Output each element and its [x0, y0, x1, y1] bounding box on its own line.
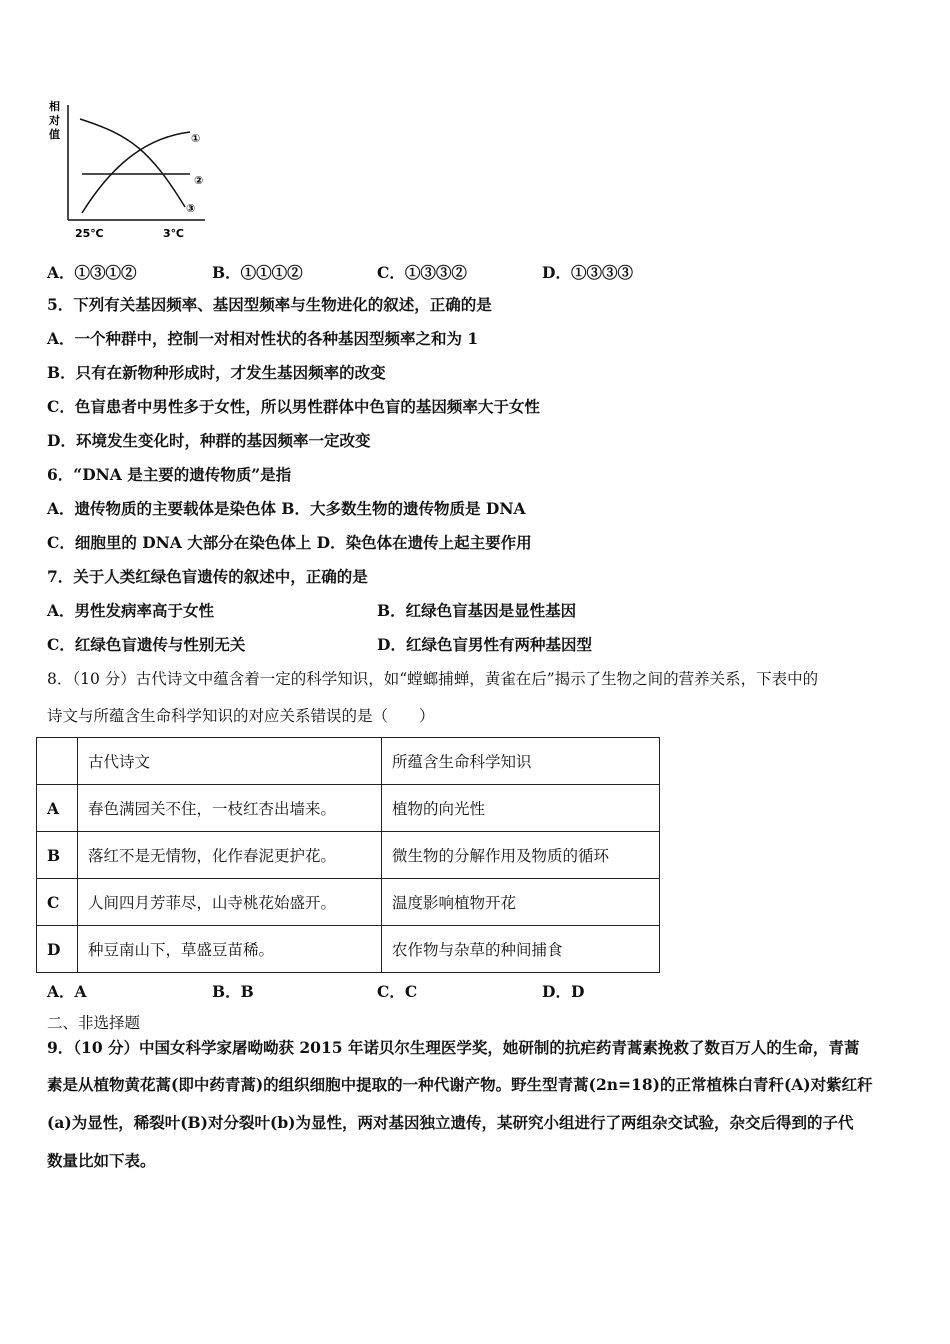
- curve-label-2: ②: [194, 174, 204, 187]
- curve-label-1: ①: [191, 132, 201, 145]
- q5-option-a[interactable]: A．一个种群中，控制一对相对性状的各种基因型频率之和为 1: [47, 329, 479, 348]
- table-cell: 种豆南山下，草盛豆苗稀。: [78, 926, 382, 973]
- table-cell: 温度影响植物开花: [382, 879, 660, 926]
- q8-option-b[interactable]: B．B: [212, 982, 254, 1001]
- table-cell: 落红不是无情物，化作春泥更护花。: [78, 832, 382, 879]
- table-cell: 微生物的分解作用及物质的循环: [382, 832, 660, 879]
- q7-option-b[interactable]: B．红绿色盲基因是显性基因: [377, 601, 577, 620]
- table-cell: 人间四月芳菲尽，山寺桃花始盛开。: [78, 879, 382, 926]
- curve-1: [82, 132, 190, 213]
- q7-option-a[interactable]: A．男性发病率高于女性: [47, 601, 215, 620]
- relative-value-chart: [40, 95, 220, 245]
- q7-stem: 7．关于人类红绿色盲遗传的叙述中，正确的是: [47, 567, 368, 586]
- q8-stem-line2: 诗文与所蕴含生命科学知识的对应关系错误的是（ ）: [47, 707, 435, 725]
- q9-line1: 9．（10 分）中国女科学家屠呦呦获 2015 年诺贝尔生理医学奖，她研制的抗疟药青蒿素挽救了数百万人的生命，青蒿: [47, 1038, 860, 1057]
- table-cell: 植物的向光性: [382, 785, 660, 832]
- q8-option-a[interactable]: A．A: [47, 982, 87, 1001]
- chart-ylabel-2: 对: [49, 114, 60, 127]
- table-row: [37, 926, 660, 973]
- table-header-cell: [37, 738, 78, 785]
- x-tick-25c: 25℃: [75, 227, 104, 240]
- table-header-cell: 古代诗文: [78, 738, 382, 785]
- table-header-cell: 所蕴含生命科学知识: [382, 738, 660, 785]
- table-cell: 春色满园关不住，一枝红杏出墙来。: [78, 785, 382, 832]
- table-row: [37, 785, 660, 832]
- table-cell: D: [37, 926, 78, 973]
- q5-option-c[interactable]: C．色盲患者中男性多于女性，所以男性群体中色盲的基因频率大于女性: [47, 397, 540, 416]
- poem-table: [36, 737, 660, 973]
- table-row: [37, 832, 660, 879]
- table-cell: 农作物与杂草的种间捕食: [382, 926, 660, 973]
- q9-line2: 素是从植物黄花蒿(即中药青蒿)的组织细胞中提取的一种代谢产物。野生型青蒿(2n=18)的正常植株白青秆(A)对紫红秆: [47, 1075, 873, 1094]
- q4-option-b[interactable]: B．①①①②: [212, 263, 303, 282]
- q8-stem-line1: 8．（10 分）古代诗文中蕴含着一定的科学知识，如“螳螂捕蝉，黄雀在后”揭示了生物之间的营养关系，下表中的: [47, 670, 819, 688]
- table-cell: A: [37, 785, 78, 832]
- q7-option-d[interactable]: D．红绿色盲男性有两种基因型: [377, 635, 592, 654]
- table-header-row: [37, 738, 660, 785]
- q5-option-d[interactable]: D．环境发生变化时，种群的基因频率一定改变: [47, 431, 371, 450]
- q6-options-line1[interactable]: A．遗传物质的主要载体是染色体 B．大多数生物的遗传物质是 DNA: [47, 499, 526, 518]
- q4-option-a[interactable]: A．①③①②: [47, 263, 137, 282]
- q8-option-c[interactable]: C．C: [377, 982, 418, 1001]
- q8-option-d[interactable]: D．D: [542, 982, 585, 1001]
- table-cell: C: [37, 879, 78, 926]
- q5-option-b[interactable]: B．只有在新物种形成时，才发生基因频率的改变: [47, 363, 386, 382]
- q5-stem: 5．下列有关基因频率、基因型频率与生物进化的叙述，正确的是: [47, 295, 492, 314]
- chart-ylabel-3: 值: [49, 128, 60, 141]
- curve-label-3: ③: [186, 202, 196, 215]
- q9-line3: (a)为显性，稀裂叶(B)对分裂叶(b)为显性，两对基因独立遗传，某研究小组进行了两组杂交试验，杂交后得到的子代: [47, 1113, 854, 1132]
- q4-option-d[interactable]: D．①③③③: [542, 263, 633, 282]
- q7-option-c[interactable]: C．红绿色盲遗传与性别无关: [47, 635, 246, 654]
- section-heading: 二、非选择题: [47, 1014, 141, 1032]
- table-cell: B: [37, 832, 78, 879]
- q9-line4: 数量比如下表。: [47, 1151, 156, 1170]
- table-row: [37, 879, 660, 926]
- chart-ylabel-1: 相: [49, 100, 60, 113]
- q6-stem: 6．“DNA 是主要的遗传物质”是指: [47, 465, 292, 484]
- x-tick-3c: 3℃: [163, 227, 184, 240]
- q6-options-line2[interactable]: C．细胞里的 DNA 大部分在染色体上 D．染色体在遗传上起主要作用: [47, 533, 532, 552]
- q4-option-c[interactable]: C．①③③②: [377, 263, 467, 282]
